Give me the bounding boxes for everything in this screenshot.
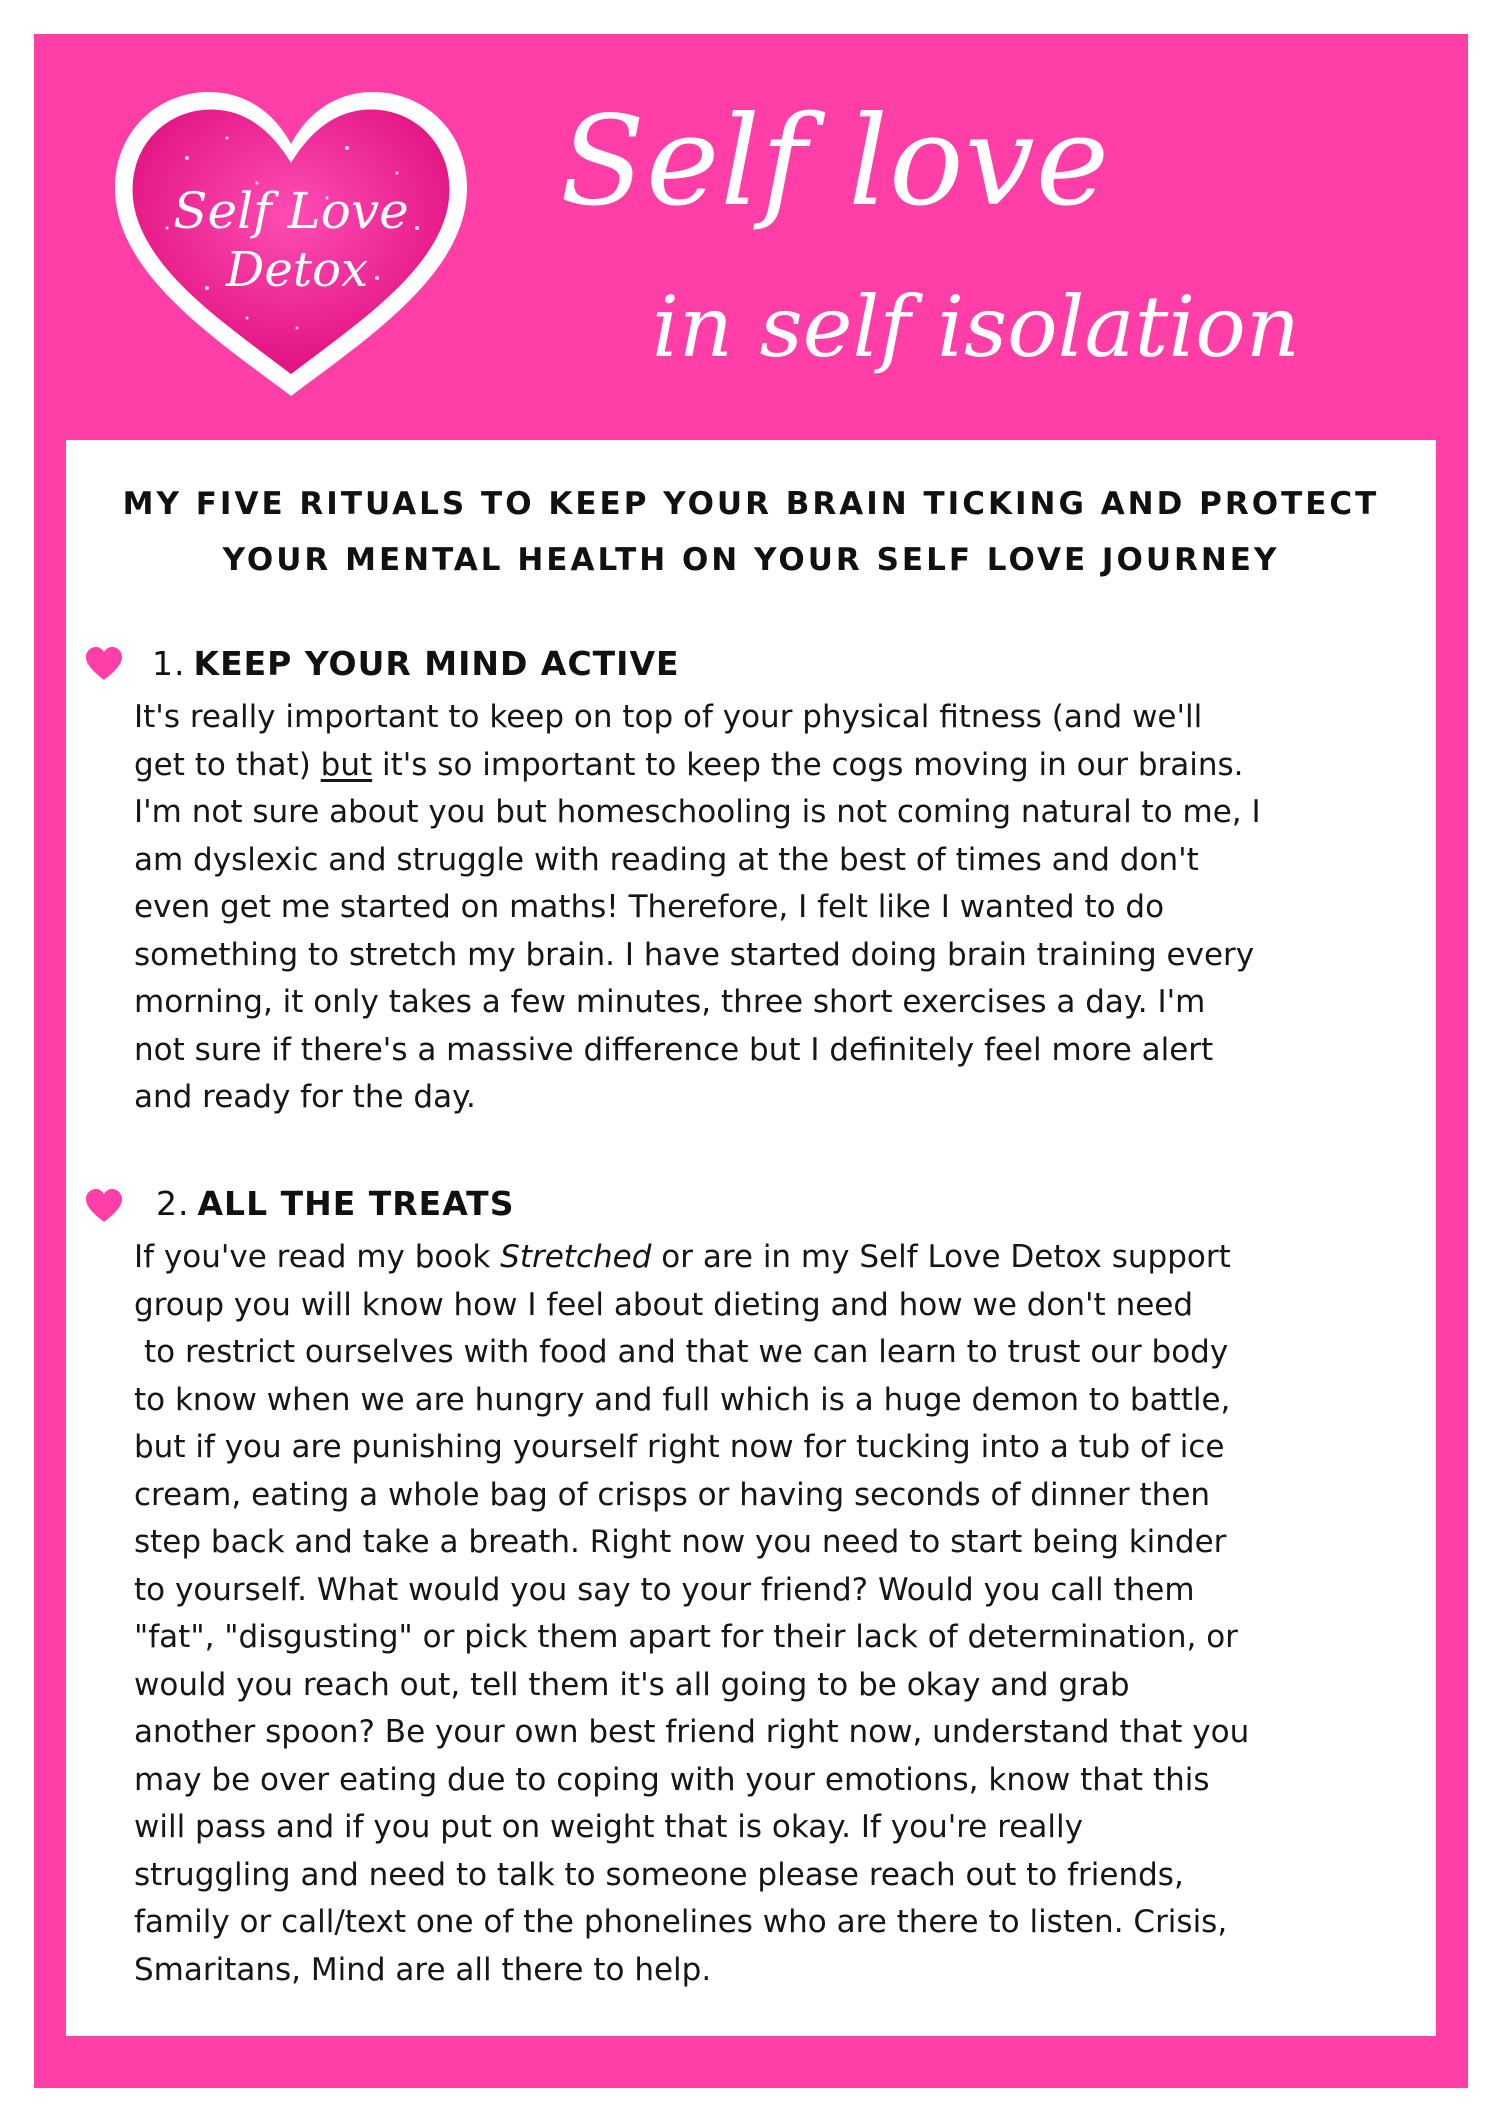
intro-heading (66, 476, 1436, 588)
body-line: I'm not sure about you but homeschooling is not coming natural to me, I (134, 794, 1261, 830)
body-line: to restrict ourselves with food and that we can learn to trust our body (144, 1334, 1229, 1370)
body-line: morning, it only takes a few minutes, three short exercises a day. I'm (134, 984, 1206, 1020)
body-line: something to stretch my brain. I have started doing brain training every (134, 936, 1255, 973)
body-line: not sure if there's a massive difference but I definitely feel more alert (134, 1031, 1214, 1068)
body-line: even get me started on maths! Therefore, I felt like I wanted to do (134, 889, 1165, 925)
body-line (134, 742, 1434, 790)
body-line: cream, eating a whole bag of crisps or having seconds of dinner then (134, 1476, 1211, 1513)
body-line: to know when we are hungry and full which is a huge demon to battle, (134, 1381, 1231, 1418)
body-line (134, 1234, 1434, 1282)
content-panel (66, 440, 1436, 2036)
body-line: family or call/text one of the phonelines who are there to listen. Crisis, (134, 1904, 1228, 1940)
intro-line: YOUR MENTAL HEALTH ON YOUR SELF LOVE JOURNEY (222, 542, 1280, 578)
body-line: and ready for the day. (134, 1079, 476, 1115)
body-line: Smaritans, Mind are all there to help. (134, 1951, 712, 1988)
body-line: to yourself. What would you say to your friend? Would you call them (134, 1571, 1195, 1608)
item-title: ALL THE TREATS (197, 1184, 515, 1223)
page-subtitle: in self isolation (652, 278, 1300, 376)
body-line: am dyslexic and struggle with reading at the best of times and don't (134, 841, 1199, 878)
heart-icon (84, 646, 124, 682)
logo-text-line2: Detox (225, 242, 369, 298)
item-body (134, 1234, 1434, 1994)
body-line: group you will know how I feel about dieting and how we don't need (134, 1286, 1194, 1323)
item-number: 2. (156, 1184, 190, 1223)
body-text-segment: get to that) (134, 746, 311, 783)
body-line: but if you are punishing yourself right now for tucking into a tub of ice (134, 1429, 1225, 1465)
body-line: would you reach out, tell them it's all going to be okay and grab (134, 1666, 1130, 1703)
logo-text-line1: Self Love (173, 182, 409, 240)
book-title: Stretched (500, 1239, 652, 1275)
item-heading (156, 1184, 514, 1223)
self-love-detox-heart-logo (97, 78, 485, 408)
body-line: another spoon? Be your own best friend right now, understand that you (134, 1714, 1250, 1750)
body-line: It's really important to keep on top of your physical fitness (and we'll (134, 699, 1203, 735)
intro-line: MY FIVE RITUALS TO KEEP YOUR BRAIN TICKING AND PROTECT (122, 486, 1380, 522)
underlined-word: but (320, 746, 373, 783)
item-title: KEEP YOUR MIND ACTIVE (193, 644, 680, 683)
item-heading (152, 644, 680, 683)
body-line: "fat", "disgusting" or pick them apart for their lack of determination, or (134, 1619, 1238, 1655)
body-text-segment: If you've read my book (134, 1239, 491, 1275)
item-number: 1. (152, 644, 186, 683)
body-text-segment: or are in my Self Love Detox support (661, 1239, 1231, 1275)
body-line: will pass and if you put on weight that is okay. If you're really (134, 1809, 1083, 1845)
page-title: Self love (560, 90, 1111, 234)
body-line: struggling and need to talk to someone please reach out to friends, (134, 1856, 1184, 1893)
body-line: step back and take a breath. Right now you need to start being kinder (134, 1524, 1227, 1560)
item-body (134, 694, 1434, 1122)
body-text-segment: it's so important to keep the cogs moving in our brains. (382, 746, 1244, 783)
body-line: may be over eating due to coping with your emotions, know that this (134, 1761, 1210, 1798)
heart-icon (84, 1188, 124, 1224)
